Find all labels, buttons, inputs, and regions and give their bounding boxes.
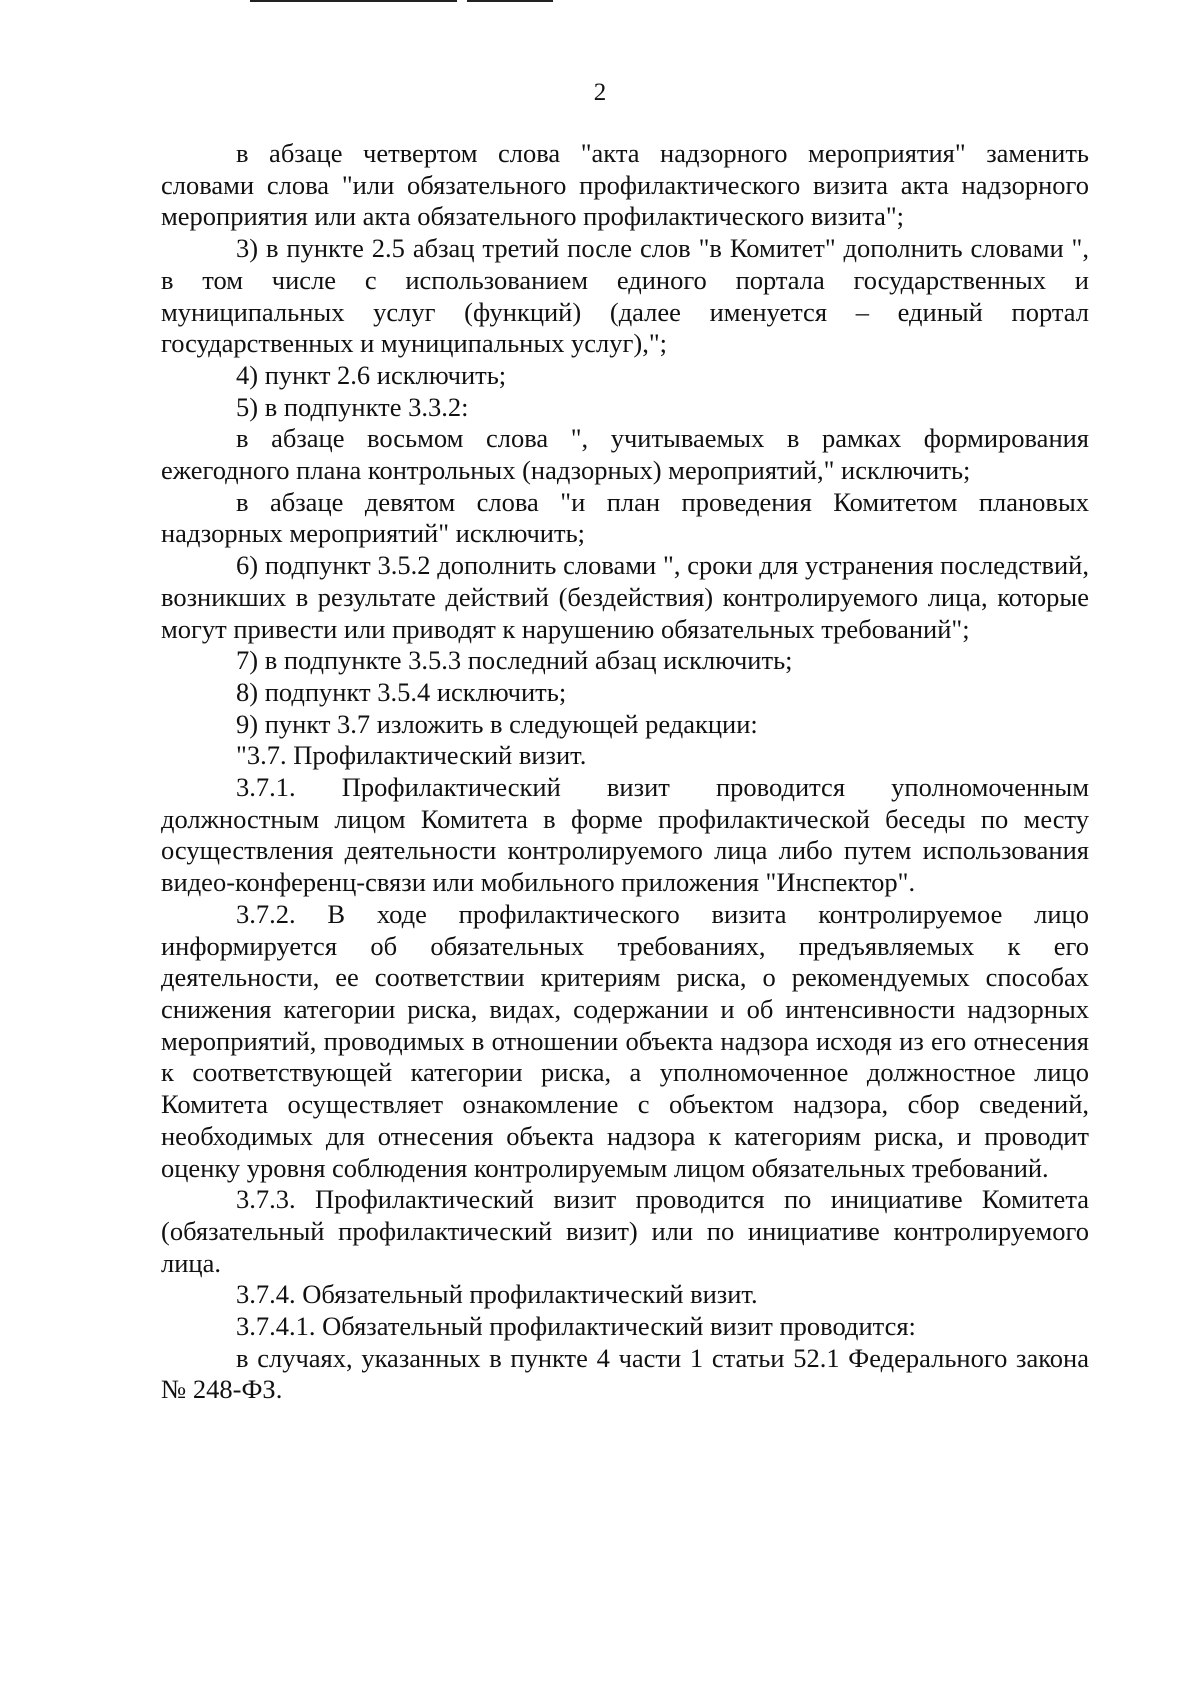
paragraph: 3.7.1. Профилактический визит проводится уполномоченным должностным лицом Комитета в форме профилактической беседы по месту осуществления деятельности контролируемого лица либо путем использования видео-конференц-связи или мобильного приложения "Инспектор". xyxy=(161,772,1089,898)
paragraph: 8) подпункт 3.5.4 исключить; xyxy=(236,676,567,707)
paragraph: 9) пункт 3.7 изложить в следующей редакции: xyxy=(236,708,758,739)
page-number: 2 xyxy=(593,79,607,106)
paragraph: 3.7.3. Профилактический визит проводится по инициативе Комитета (обязательный профилактический визит) или по инициативе контролируемого лица. xyxy=(161,1184,1089,1278)
paragraph: 5) в подпункте 3.3.2: xyxy=(236,391,469,422)
top-rule xyxy=(467,0,553,2)
paragraph: 3.7.4. Обязательный профилактический визит. xyxy=(236,1279,758,1310)
paragraph: 3.7.4.1. Обязательный профилактический визит проводится: xyxy=(236,1311,916,1342)
paragraph: 6) подпункт 3.5.2 дополнить словами ", сроки для устранения последствий, возникших в результате действий (бездействия) контролируемого лица, которые могут привести или приводят к нарушению обязательных требований"; xyxy=(161,550,1089,644)
paragraph: в абзаце четвертом слова "акта надзорного мероприятия" заменить словами слова "или обязательного профилактического визита акта надзорного мероприятия или акта обязательного профилактического визита"; xyxy=(161,138,1089,232)
paragraph: 3.7.2. В ходе профилактического визита контролируемое лицо информируется об обязательных требованиях, предъявляемых к его деятельности, ее соответствии критериям риска, о рекомендуемых способах снижения категории риска, видах, содержании и об интенсивности надзорных мероприятий, проводимых в отношении объекта надзора исходя из его отнесения к соответствующей категории риска, а уполномоченное должностное лицо Комитета осуществляет ознакомление с объектом надзора, сбор сведений, необходимых для отнесения объекта надзора к категориям риска, и проводит оценку уровня соблюдения контролируемым лицом обязательных требований. xyxy=(161,898,1089,1183)
paragraph: 3) в пункте 2.5 абзац третий после слов "в Комитет" дополнить словами ", в том числе с использованием единого портала государственных и муниципальных услуг (функций) (далее именуется – единый портал государственных и муниципальных услуг),"; xyxy=(161,233,1089,359)
document-body xyxy=(161,138,1089,1406)
paragraph: 7) в подпункте 3.5.3 последний абзац исключить; xyxy=(236,645,793,676)
paragraph: "3.7. Профилактический визит. xyxy=(236,740,587,771)
paragraph: в случаях, указанных в пункте 4 части 1 статьи 52.1 Федерального закона № 248-ФЗ. xyxy=(161,1342,1089,1405)
paragraph: в абзаце девятом слова "и план проведения Комитетом плановых надзорных мероприятий" исключить; xyxy=(161,486,1089,549)
paragraph: 4) пункт 2.6 исключить; xyxy=(236,359,507,390)
paragraph: в абзаце восьмом слова ", учитываемых в рамках формирования ежегодного плана контрольных (надзорных) мероприятий," исключить; xyxy=(161,423,1089,486)
top-rule xyxy=(250,0,457,2)
